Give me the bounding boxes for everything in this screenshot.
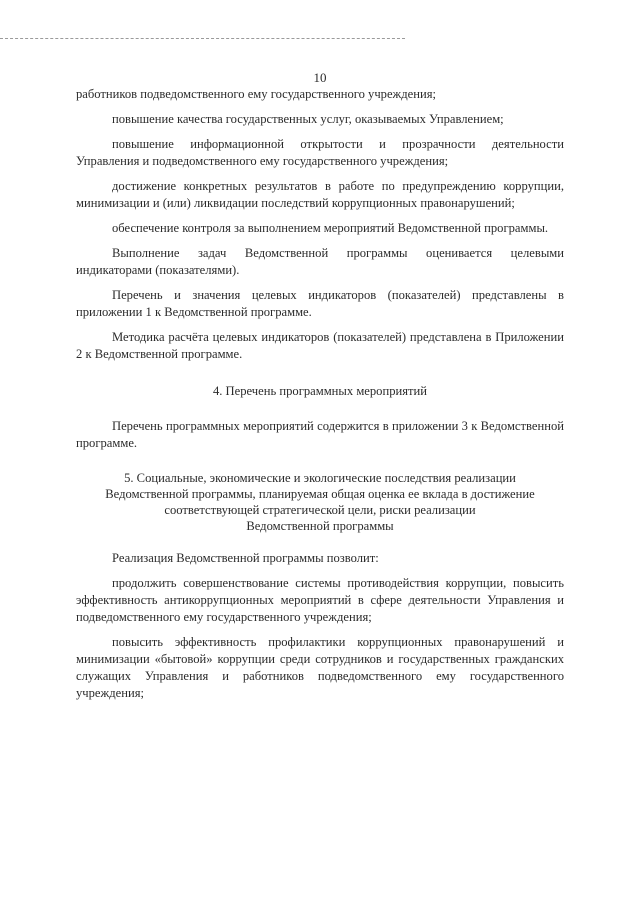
- section-5-heading: [76, 470, 564, 534]
- paragraph: Перечень и значения целевых индикаторов (показателей) представлены в приложении 1 к Ведомственной программе.: [76, 288, 564, 319]
- top-dashed-rule: [0, 38, 405, 39]
- paragraph: достижение конкретных результатов в работе по предупреждению коррупции, минимизации и (или) ликвидации последствий коррупционных правонарушений;: [76, 179, 564, 210]
- paragraph: Методика расчёта целевых индикаторов (показателей) представлена в Приложении 2 к Ведомственной программе.: [76, 330, 564, 361]
- paragraph: Реализация Ведомственной программы позволит:: [112, 551, 379, 565]
- section-5-heading-line: 5. Социальные, экономические и экологические последствия реализации: [124, 471, 516, 485]
- section-5-heading-line: соответствующей стратегической цели, риски реализации: [164, 503, 476, 517]
- paragraph: повышение информационной открытости и прозрачности деятельности Управления и подведомственного ему государственного учреждения;: [76, 137, 564, 168]
- paragraph: Выполнение задач Ведомственной программы оценивается целевыми индикаторами (показателями).: [76, 246, 564, 277]
- paragraph: работников подведомственного ему государственного учреждения;: [76, 87, 437, 101]
- paragraph: повышение качества государственных услуг, оказываемых Управлением;: [112, 112, 504, 126]
- page-number: 10: [313, 70, 327, 85]
- paragraph: продолжить совершенствование системы противодействия коррупции, повысить эффективность антикоррупционных мероприятий в сфере деятельности Управления и подведомственного ему государственного учреждения;: [76, 576, 564, 624]
- section-5-heading-line: Ведомственной программы: [246, 519, 394, 533]
- paragraph: повысить эффективность профилактики коррупционных правонарушений и минимизации «бытовой» коррупции среди сотрудников и государственных гражданских служащих Управления и работников подведомственного ему государственного учреждения;: [76, 635, 564, 700]
- section-4-heading: 4. Перечень программных мероприятий: [212, 384, 428, 398]
- section-5-heading-line: Ведомственной программы, планируемая общая оценка ее вклада в достижение: [105, 487, 535, 501]
- paragraph: обеспечение контроля за выполнением мероприятий Ведомственной программы.: [112, 221, 549, 235]
- document-body: [76, 86, 564, 702]
- paragraph: Перечень программных мероприятий содержится в приложении 3 к Ведомственной программе.: [76, 419, 564, 450]
